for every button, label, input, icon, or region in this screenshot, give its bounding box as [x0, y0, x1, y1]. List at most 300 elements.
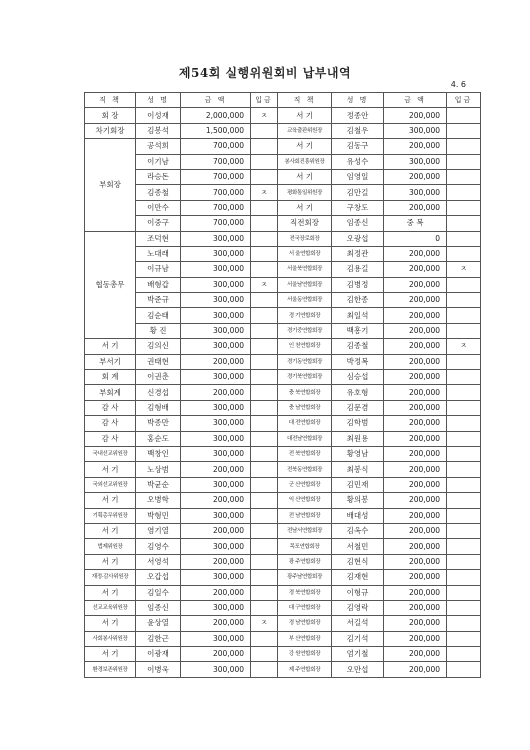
right-amount-cell: 200,000 — [384, 554, 447, 569]
left-paid-cell — [251, 154, 278, 169]
table-row — [85, 431, 481, 446]
right-amount-cell: 200,000 — [384, 370, 447, 385]
left-name-cell: 조덕현 — [136, 231, 181, 246]
right-paid-cell — [447, 570, 481, 585]
right-paid-cell — [447, 277, 481, 292]
left-paid-cell — [251, 293, 278, 308]
right-amount-cell: 300,000 — [384, 123, 447, 138]
table-row — [85, 123, 481, 138]
right-paid-cell — [447, 200, 481, 215]
left-name-cell: 이만수 — [136, 200, 181, 215]
left-amount-cell: 300,000 — [181, 323, 251, 338]
right-paid-cell — [447, 169, 481, 184]
left-paid-cell — [251, 554, 278, 569]
header-name-left: 성 명 — [136, 93, 181, 108]
left-position-cell: 서 기 — [85, 339, 136, 354]
left-amount-cell: 300,000 — [181, 246, 251, 261]
left-position-cell: 서 기 — [85, 523, 136, 538]
left-name-cell: 염기열 — [136, 523, 181, 538]
right-paid-cell — [447, 231, 481, 246]
right-name-cell: 정종안 — [332, 108, 384, 123]
right-name-cell: 최정관 — [332, 246, 384, 261]
left-paid-cell — [251, 570, 278, 585]
table-row — [85, 539, 481, 554]
left-amount-cell: 200,000 — [181, 493, 251, 508]
right-paid-cell — [447, 600, 481, 615]
table-header-row — [85, 93, 481, 108]
table-row — [85, 416, 481, 431]
left-paid-cell — [251, 523, 278, 538]
header-amount-right: 금 액 — [384, 93, 447, 108]
table-row — [85, 647, 481, 662]
table-row — [85, 370, 481, 385]
left-amount-cell: 1,500,000 — [181, 123, 251, 138]
right-amount-cell: 200,000 — [384, 385, 447, 400]
right-position-cell: 경 북연합회장 — [278, 585, 332, 600]
left-name-cell: 이규남 — [136, 262, 181, 277]
table-row — [85, 493, 481, 508]
right-name-cell: 유성수 — [332, 154, 384, 169]
right-paid-cell — [447, 185, 481, 200]
right-amount-cell: 200,000 — [384, 416, 447, 431]
right-paid-cell — [447, 246, 481, 261]
right-paid-cell — [447, 370, 481, 385]
table-row — [85, 169, 481, 184]
left-amount-cell: 300,000 — [181, 446, 251, 461]
left-paid-cell — [251, 123, 278, 138]
left-amount-cell: 700,000 — [181, 139, 251, 154]
right-name-cell: 김만길 — [332, 185, 384, 200]
left-paid-cell — [251, 339, 278, 354]
right-paid-cell — [447, 416, 481, 431]
left-name-cell: 김한근 — [136, 631, 181, 646]
right-amount-cell: 200,000 — [384, 462, 447, 477]
right-amount-cell: 0 — [384, 231, 447, 246]
right-position-cell: 목포연합회장 — [278, 539, 332, 554]
left-position-cell: 서 기 — [85, 462, 136, 477]
left-amount-cell: 300,000 — [181, 508, 251, 523]
right-name-cell: 최일석 — [332, 308, 384, 323]
table-row — [85, 139, 481, 154]
table-row — [85, 477, 481, 492]
right-position-cell: 광주남연합회장 — [278, 570, 332, 585]
right-amount-cell: 200,000 — [384, 477, 447, 492]
left-amount-cell: 200,000 — [181, 554, 251, 569]
table-row — [85, 262, 481, 277]
right-amount-cell: 200,000 — [384, 339, 447, 354]
table-row — [85, 600, 481, 615]
left-position-cell: 법제위원장 — [85, 539, 136, 554]
right-name-cell: 김병정 — [332, 277, 384, 292]
right-name-cell: 김문겸 — [332, 400, 384, 415]
right-paid-cell — [447, 662, 481, 677]
left-name-cell: 박종만 — [136, 416, 181, 431]
right-amount-cell: 200,000 — [384, 200, 447, 215]
right-position-cell: 군 산연합회장 — [278, 477, 332, 492]
header-paid-left: 입금 — [251, 93, 278, 108]
left-amount-cell: 300,000 — [181, 662, 251, 677]
header-position-left: 직 책 — [85, 93, 136, 108]
right-name-cell: 김종철 — [332, 339, 384, 354]
left-amount-cell: 300,000 — [181, 570, 251, 585]
header-name-right: 성 명 — [332, 93, 384, 108]
right-amount-cell: 200,000 — [384, 431, 447, 446]
left-name-cell: 김봉석 — [136, 123, 181, 138]
left-name-cell: 이중구 — [136, 216, 181, 231]
table-row — [85, 616, 481, 631]
left-position-cell: 재정·감사위원장 — [85, 570, 136, 585]
left-paid-cell — [251, 446, 278, 461]
table-row — [85, 308, 481, 323]
right-name-cell: 임영일 — [332, 169, 384, 184]
right-name-cell: 박정복 — [332, 354, 384, 369]
right-paid-cell — [447, 216, 481, 231]
table-row — [85, 246, 481, 261]
left-paid-cell — [251, 462, 278, 477]
right-position-cell: 익 산연합회장 — [278, 493, 332, 508]
table-row — [85, 185, 481, 200]
left-name-cell: 김일수 — [136, 585, 181, 600]
left-name-cell: 박준규 — [136, 293, 181, 308]
right-paid-cell — [447, 523, 481, 538]
left-position-cell: 서 기 — [85, 493, 136, 508]
left-paid-cell — [251, 400, 278, 415]
table-row — [85, 570, 481, 585]
right-name-cell: 김재현 — [332, 570, 384, 585]
left-name-cell: 오병학 — [136, 493, 181, 508]
left-paid-cell — [251, 169, 278, 184]
left-name-cell: 서영석 — [136, 554, 181, 569]
left-amount-cell: 300,000 — [181, 400, 251, 415]
left-paid-cell: ㅈ — [251, 108, 278, 123]
left-amount-cell: 300,000 — [181, 308, 251, 323]
left-paid-cell: ㅈ — [251, 616, 278, 631]
left-paid-cell — [251, 431, 278, 446]
table-row — [85, 508, 481, 523]
right-amount-cell: 200,000 — [384, 293, 447, 308]
left-paid-cell — [251, 139, 278, 154]
right-paid-cell — [447, 108, 481, 123]
left-position-cell: 사회봉사위원장 — [85, 631, 136, 646]
table-row — [85, 108, 481, 123]
right-amount-cell: 200,000 — [384, 246, 447, 261]
left-paid-cell — [251, 216, 278, 231]
left-position-cell: 회 장 — [85, 108, 136, 123]
left-amount-cell: 300,000 — [181, 477, 251, 492]
left-position-cell: 서 기 — [85, 585, 136, 600]
left-paid-cell: ㅈ — [251, 277, 278, 292]
right-name-cell: 황영남 — [332, 446, 384, 461]
right-name-cell: 김기석 — [332, 631, 384, 646]
left-position-cell: 감 사 — [85, 431, 136, 446]
left-paid-cell — [251, 200, 278, 215]
right-paid-cell — [447, 323, 481, 338]
right-amount-cell: 200,000 — [384, 585, 447, 600]
right-paid-cell — [447, 554, 481, 569]
left-name-cell: 이기남 — [136, 154, 181, 169]
right-amount-cell: 200,000 — [384, 446, 447, 461]
left-name-cell: 황 진 — [136, 323, 181, 338]
left-paid-cell — [251, 600, 278, 615]
left-paid-cell — [251, 662, 278, 677]
header-paid-right: 입금 — [447, 93, 481, 108]
right-paid-cell — [447, 293, 481, 308]
table-row — [85, 585, 481, 600]
right-paid-cell — [447, 508, 481, 523]
header-amount-left: 금 액 — [181, 93, 251, 108]
table-row — [85, 339, 481, 354]
left-name-cell: 박균순 — [136, 477, 181, 492]
left-amount-cell: 300,000 — [181, 277, 251, 292]
left-paid-cell — [251, 246, 278, 261]
table-row — [85, 277, 481, 292]
left-name-cell: 권태현 — [136, 354, 181, 369]
right-name-cell: 배대성 — [332, 508, 384, 523]
right-position-cell: 전남서연합회장 — [278, 523, 332, 538]
right-position-cell: 경기북연합회장 — [278, 370, 332, 385]
table-row — [85, 462, 481, 477]
left-name-cell: 이권춘 — [136, 370, 181, 385]
right-position-cell: 경 남연합회장 — [278, 616, 332, 631]
right-name-cell: 김현식 — [332, 554, 384, 569]
left-paid-cell — [251, 493, 278, 508]
right-name-cell: 김동구 — [332, 139, 384, 154]
right-paid-cell — [447, 400, 481, 415]
left-position-cell: 회 계 — [85, 370, 136, 385]
right-name-cell: 김민재 — [332, 477, 384, 492]
right-amount-cell: 200,000 — [384, 523, 447, 538]
left-name-cell: 김형배 — [136, 400, 181, 415]
left-amount-cell: 200,000 — [181, 647, 251, 662]
right-position-cell: 대 전연합회장 — [278, 416, 332, 431]
left-amount-cell: 300,000 — [181, 339, 251, 354]
right-paid-cell — [447, 616, 481, 631]
left-amount-cell: 300,000 — [181, 600, 251, 615]
table-row — [85, 293, 481, 308]
right-amount-cell: 200,000 — [384, 539, 447, 554]
left-paid-cell — [251, 631, 278, 646]
right-paid-cell — [447, 462, 481, 477]
right-amount-cell: 300,000 — [384, 185, 447, 200]
table-row — [85, 662, 481, 677]
left-paid-cell: ㅈ — [251, 185, 278, 200]
right-position-cell: 서울남연합회장 — [278, 277, 332, 292]
left-position-cell: 부회계 — [85, 385, 136, 400]
right-position-cell: 충 북연합회장 — [278, 385, 332, 400]
right-name-cell: 김한종 — [332, 293, 384, 308]
right-name-cell: 엄기철 — [332, 647, 384, 662]
left-name-cell: 노상범 — [136, 462, 181, 477]
right-position-cell: 봉사회진흥위원장 — [278, 154, 332, 169]
right-paid-cell — [447, 385, 481, 400]
left-position-cell: 서 기 — [85, 647, 136, 662]
left-name-cell: 김의신 — [136, 339, 181, 354]
right-name-cell: 서길석 — [332, 616, 384, 631]
right-position-cell: 전 북연합회장 — [278, 446, 332, 461]
left-name-cell: 박형민 — [136, 508, 181, 523]
table-row — [85, 354, 481, 369]
left-paid-cell — [251, 647, 278, 662]
left-amount-cell: 300,000 — [181, 416, 251, 431]
right-amount-cell: 200,000 — [384, 139, 447, 154]
left-amount-cell: 200,000 — [181, 585, 251, 600]
right-position-cell: 경기중연합회장 — [278, 323, 332, 338]
right-paid-cell — [447, 631, 481, 646]
right-position-cell: 인 천연합회장 — [278, 339, 332, 354]
right-name-cell: 오만섭 — [332, 662, 384, 677]
document-title: 제54회 실행위원회비 납부내역 — [178, 66, 352, 80]
left-position-cell: 환경보존위원장 — [85, 662, 136, 677]
left-position-cell: 감 사 — [85, 416, 136, 431]
right-position-cell: 서 기 — [278, 169, 332, 184]
right-position-cell: 평화통일위원장 — [278, 185, 332, 200]
right-amount-cell: 200,000 — [384, 508, 447, 523]
left-position-cell: 기획총무위원장 — [85, 508, 136, 523]
left-amount-cell: 300,000 — [181, 539, 251, 554]
right-position-cell: 서 기 — [278, 200, 332, 215]
right-amount-cell: 200,000 — [384, 108, 447, 123]
right-amount-cell: 300,000 — [384, 154, 447, 169]
left-amount-cell: 200,000 — [181, 462, 251, 477]
right-amount-cell: 200,000 — [384, 616, 447, 631]
left-position-cell: 서 기 — [85, 554, 136, 569]
left-name-cell: 오갑섭 — [136, 570, 181, 585]
left-amount-cell: 300,000 — [181, 293, 251, 308]
right-position-cell: 경기동연합회장 — [278, 354, 332, 369]
right-name-cell: 김용길 — [332, 262, 384, 277]
left-amount-cell: 300,000 — [181, 262, 251, 277]
right-amount-cell: 200,000 — [384, 600, 447, 615]
left-amount-cell: 700,000 — [181, 169, 251, 184]
right-position-cell: 부 산연합회장 — [278, 631, 332, 646]
table-row — [85, 446, 481, 461]
table-row — [85, 154, 481, 169]
right-amount-cell: 200,000 — [384, 493, 447, 508]
right-paid-cell — [447, 585, 481, 600]
right-paid-cell — [447, 123, 481, 138]
left-amount-cell: 700,000 — [181, 200, 251, 215]
left-paid-cell — [251, 370, 278, 385]
left-position-cell: 국외선교위원장 — [85, 477, 136, 492]
right-paid-cell — [447, 446, 481, 461]
right-amount-cell: 200,000 — [384, 354, 447, 369]
left-name-cell: 홍순도 — [136, 431, 181, 446]
left-amount-cell: 700,000 — [181, 216, 251, 231]
left-name-cell: 라승돈 — [136, 169, 181, 184]
right-amount-cell: 200,000 — [384, 308, 447, 323]
right-name-cell: 김옥수 — [332, 523, 384, 538]
left-amount-cell: 300,000 — [181, 370, 251, 385]
right-position-cell: 경 기연합회장 — [278, 308, 332, 323]
left-position-cell: 부회장 — [85, 139, 136, 231]
table-row — [85, 385, 481, 400]
left-name-cell: 윤상열 — [136, 616, 181, 631]
right-name-cell: 오광섭 — [332, 231, 384, 246]
left-amount-cell: 300,000 — [181, 431, 251, 446]
right-position-cell: 서울북연합회장 — [278, 262, 332, 277]
right-name-cell: 이형규 — [332, 585, 384, 600]
right-name-cell: 구창도 — [332, 200, 384, 215]
right-amount-cell: 중 복 — [384, 216, 447, 231]
left-paid-cell — [251, 385, 278, 400]
left-name-cell: 김순태 — [136, 308, 181, 323]
right-paid-cell — [447, 477, 481, 492]
right-position-cell: 광 주연합회장 — [278, 554, 332, 569]
left-amount-cell: 300,000 — [181, 631, 251, 646]
table-row — [85, 200, 481, 215]
right-paid-cell — [447, 431, 481, 446]
right-paid-cell — [447, 647, 481, 662]
right-name-cell: 유호형 — [332, 385, 384, 400]
right-name-cell: 백흥기 — [332, 323, 384, 338]
left-paid-cell — [251, 262, 278, 277]
right-amount-cell: 200,000 — [384, 662, 447, 677]
table-row — [85, 631, 481, 646]
left-paid-cell — [251, 416, 278, 431]
right-amount-cell: 200,000 — [384, 277, 447, 292]
right-amount-cell: 200,000 — [384, 262, 447, 277]
right-name-cell: 김영락 — [332, 600, 384, 615]
right-position-cell: 서울동연합회장 — [278, 293, 332, 308]
table-row — [85, 400, 481, 415]
right-name-cell: 심승섭 — [332, 370, 384, 385]
left-name-cell: 이병욱 — [136, 662, 181, 677]
left-position-cell: 서 기 — [85, 616, 136, 631]
left-amount-cell: 2,000,000 — [181, 108, 251, 123]
right-position-cell: 대 구연합회장 — [278, 600, 332, 615]
table-row — [85, 231, 481, 246]
right-amount-cell: 200,000 — [384, 400, 447, 415]
right-position-cell: 전북동연합회장 — [278, 462, 332, 477]
right-name-cell: 최원용 — [332, 431, 384, 446]
right-name-cell: 황의봉 — [332, 493, 384, 508]
right-position-cell: 교육출판위원장 — [278, 123, 332, 138]
left-paid-cell — [251, 231, 278, 246]
right-position-cell: 서 울연합회장 — [278, 246, 332, 261]
left-paid-cell — [251, 323, 278, 338]
right-paid-cell — [447, 308, 481, 323]
left-amount-cell: 200,000 — [181, 523, 251, 538]
left-amount-cell: 300,000 — [181, 231, 251, 246]
left-name-cell: 백창인 — [136, 446, 181, 461]
left-name-cell: 노대래 — [136, 246, 181, 261]
right-paid-cell: ㅈ — [447, 339, 481, 354]
left-paid-cell — [251, 508, 278, 523]
right-amount-cell: 200,000 — [384, 570, 447, 585]
left-name-cell: 이성재 — [136, 108, 181, 123]
left-amount-cell: 200,000 — [181, 354, 251, 369]
left-amount-cell: 200,000 — [181, 385, 251, 400]
table-row — [85, 323, 481, 338]
right-name-cell: 서철민 — [332, 539, 384, 554]
left-position-cell: 선교교육위원장 — [85, 600, 136, 615]
header-position-right: 직 책 — [278, 93, 332, 108]
left-amount-cell: 200,000 — [181, 616, 251, 631]
left-position-cell: 국내선교위원장 — [85, 446, 136, 461]
right-amount-cell: 200,000 — [384, 631, 447, 646]
right-position-cell: 전 남연합회장 — [278, 508, 332, 523]
right-position-cell: 충 남연합회장 — [278, 400, 332, 415]
left-paid-cell — [251, 354, 278, 369]
right-position-cell: 강 원연합회장 — [278, 647, 332, 662]
left-paid-cell — [251, 539, 278, 554]
right-amount-cell: 200,000 — [384, 169, 447, 184]
left-paid-cell — [251, 477, 278, 492]
right-position-cell: 전국장로회장 — [278, 231, 332, 246]
right-paid-cell — [447, 139, 481, 154]
document-date: 4. 6 — [450, 80, 466, 89]
right-amount-cell: 200,000 — [384, 647, 447, 662]
